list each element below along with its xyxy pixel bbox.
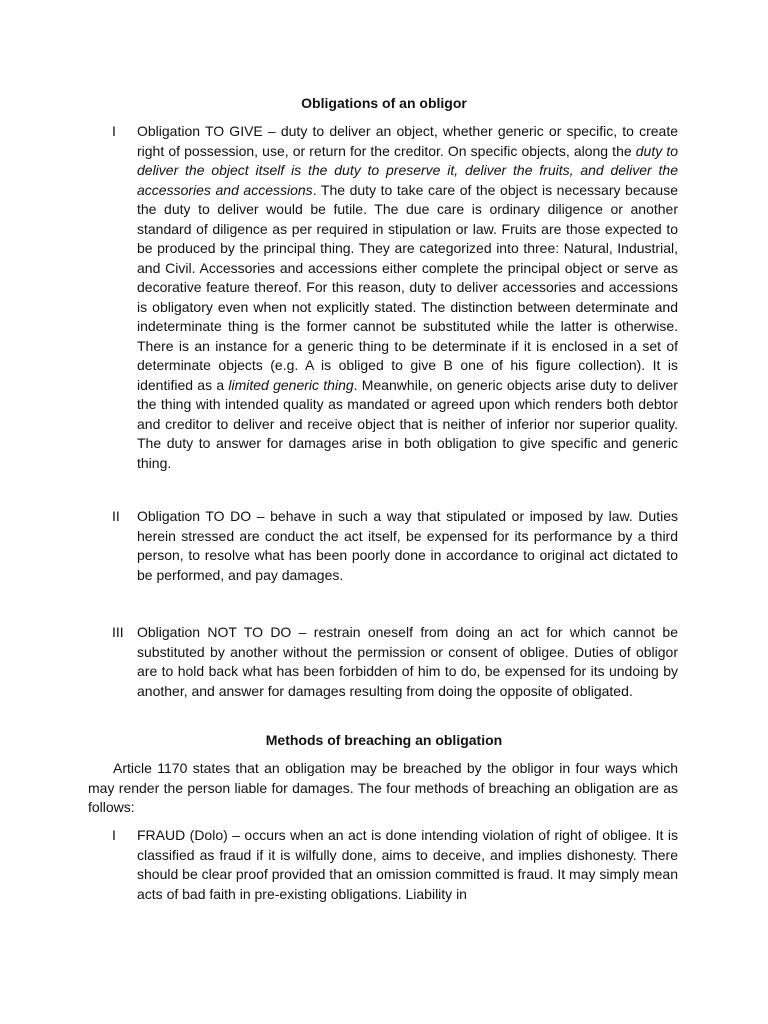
item-numeral: II [112,508,120,524]
item-numeral: III [112,624,124,640]
italic-text-run: duty to deliver the object itself is the duty to preserve it, deliver the fruits, and deliver the accessories and accessions [137,142,678,198]
item-text: FRAUD (Dolo) – occurs when an act is done intending violation of right of obligee. It is classified as fraud if it is wilfully done, aims to deceive, and implies dishonesty. There should be clear proof provided that an omission committed is fraud. It may simply mean acts of bad faith in pre-existing obligations. Liability in [137,827,678,902]
item-numeral: I [112,827,116,843]
item-numeral: I [112,123,116,139]
list-item [112,826,678,904]
list-item [112,507,678,585]
item-text: Obligation TO DO – behave in such a way that stipulated or imposed by law. Duties herein stressed are conduct the act itself, be expensed for its performance by a third person, to resolve what has been poorly done in accordance to original act dictated to be performed, and pay damages. [137,508,678,583]
text-run: . Meanwhile, on generic objects arise duty to deliver the thing with intended quality as mandated or agreed upon which renders both debtor and creditor to deliver and receive object that is neither of inferior nor superior quality. The duty to answer for damages arise in both obligation to give specific and generic thing. [137,376,678,471]
intro-paragraph: Article 1170 states that an obligation may be breached by the obligor in four ways which may render the person liable for damages. The four methods of breaching an obligation are as follows: [88,760,678,815]
list-item [112,623,678,701]
item-text [137,122,678,473]
list-item [112,122,678,473]
item-text: Obligation NOT TO DO – restrain oneself from doing an act for which cannot be substituted by another without the permission or consent of obligee. Duties of obligor are to hold back what has been forbidden of him to do, be expensed for its undoing by another, and answer for damages resulting from doing the opposite of obligated. [137,624,678,699]
text-run: . The duty to take care of the object is necessary because the duty to deliver would be futile. The due care is ordinary diligence or another standard of diligence as per required in stipulation or law. Fruits are those expected to be produced by the principal thing. They are categorized into three: Natural, Industrial, and Civil. Accessories and accessions either complete the principal object or serve as decorative feature thereof. For this reason, duty to deliver accessories and accessions is obligatory even when not explicitly stated. The distinction between determinate and indeterminate thing is the former cannot be substituted while the latter is otherwise. There is an instance for a generic thing to be determinate if it is enclosed in a set of determinate objects (e.g. A is obliged to give B one of his figure collection). It is identified as a [137,181,678,393]
text-run: Obligation TO GIVE – duty to deliver an object, whether generic or specific, to create right of possession, use, or return for the creditor. On specific objects, along the [137,123,678,159]
section-title-breaching: Methods of breaching an obligation [265,732,503,748]
section-title-obligations: Obligations of an obligor [301,95,467,111]
italic-text-run: limited generic thing [228,376,354,393]
